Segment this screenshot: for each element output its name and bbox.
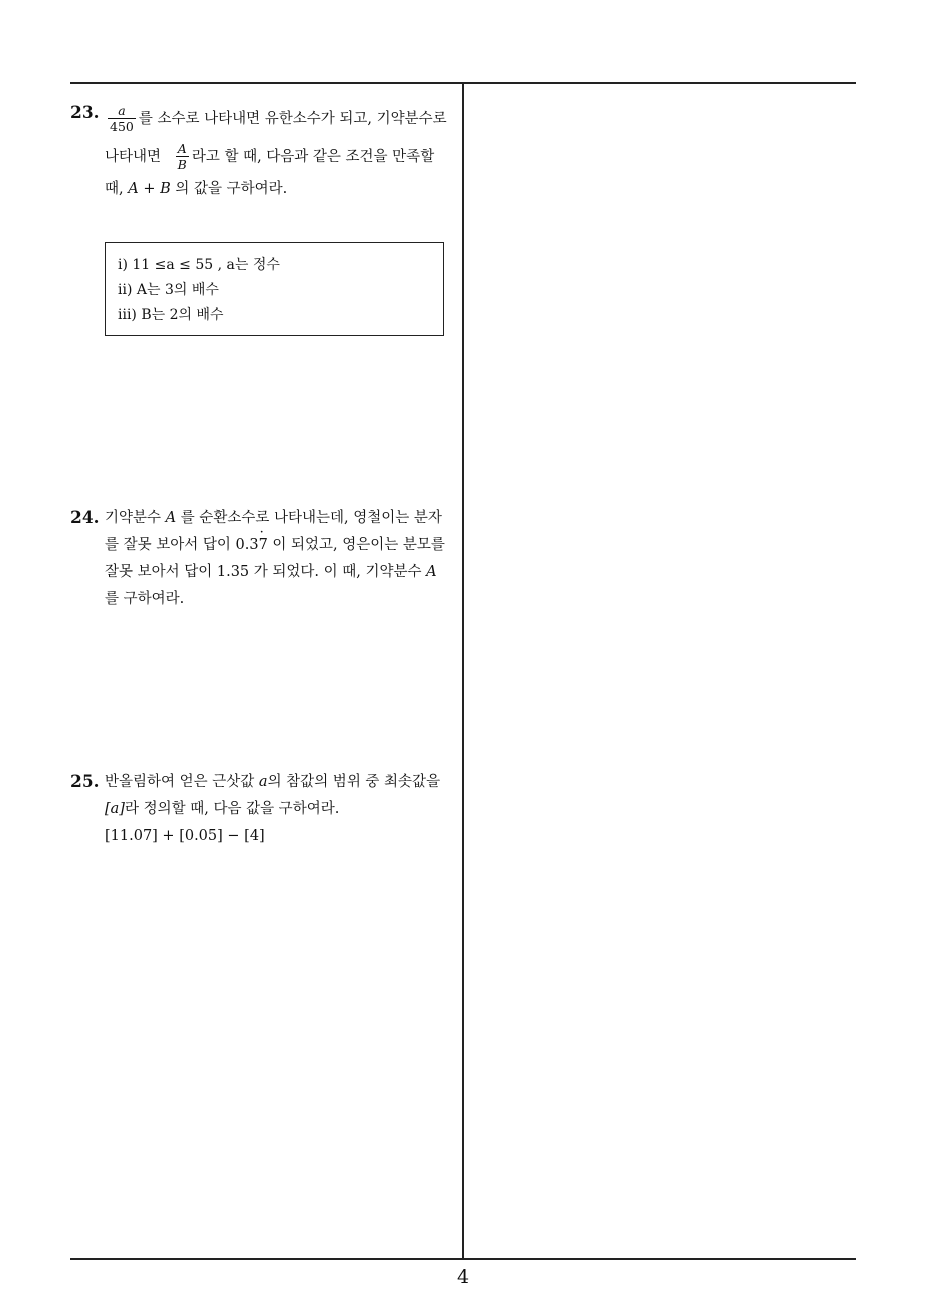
text-run: 반올림하여 얻은 근삿값 [105,774,255,790]
text-run: 를 잘못 보아서 답이 0.3 [105,537,259,553]
text-run: 를 구하여라. [105,591,185,607]
text-run: 이 되었고, 영은이는 분모를 [272,537,445,553]
problem-number: 23. [70,103,100,123]
fraction-denominator: B [177,157,187,172]
fraction-denominator: 450 [110,119,134,134]
problem-line [105,176,458,203]
page-number: 4 [456,1266,470,1288]
column-divider [462,82,464,1258]
text-run: 때, [105,181,124,197]
fraction [108,102,136,134]
math-expression: [a] [105,801,125,817]
problem-line [105,559,458,586]
math-expression: A + B [128,181,171,197]
bottom-rule [70,1258,856,1260]
text-run: 의 참값의 범위 중 최솟값을 [267,774,441,790]
text-run: 라고 할 때, 다음과 같은 조건을 만족할 [191,149,435,165]
math-variable: a [258,774,268,790]
problem-line [105,823,458,850]
problem-line [105,100,458,138]
text-run: 의 값을 구하여라. [175,181,288,197]
math-expression: [11.07] + [0.05] − [4] [105,828,265,844]
problem-text [105,769,458,850]
condition-item: ii) A는 3의 배수 [118,282,219,298]
text-run: 라 정의할 때, 다음 값을 구하여라. [124,801,340,817]
condition-item: iii) B는 2의 배수 [118,307,224,323]
condition-box [105,242,444,336]
text-run: 를 순환소수로 나타내는데, 영철이는 분자 [180,510,442,526]
math-variable: A [165,510,177,526]
problem-line [105,138,458,176]
problem-23 [70,100,458,203]
problem-text [105,505,458,613]
condition-item: i) 11 ≤a ≤ 55 , a는 정수 [118,257,280,273]
math-variable: A [426,564,437,580]
problem-25 [70,769,458,850]
problem-line [105,796,458,823]
text-run: 잘못 보아서 답이 1.35 가 되었다. 이 때, 기약분수 [105,564,422,580]
repeating-digit: · 7 [259,532,268,559]
text-run: 기약분수 [105,510,162,526]
problem-line [105,769,458,796]
problem-24 [70,505,458,613]
problem-line [105,586,458,613]
fraction-numerator: A [176,143,189,158]
problem-text [105,100,458,203]
fraction-numerator: a [108,105,136,120]
fraction [176,140,189,172]
problem-number: 24. [70,508,100,528]
text-run: 를 소수로 나타내면 유한소수가 되고, 기약분수로 [138,111,447,127]
problem-number: 25. [70,772,100,792]
problem-line [105,505,458,532]
problem-line [105,532,458,559]
text-run: 나타내면 [105,149,162,165]
